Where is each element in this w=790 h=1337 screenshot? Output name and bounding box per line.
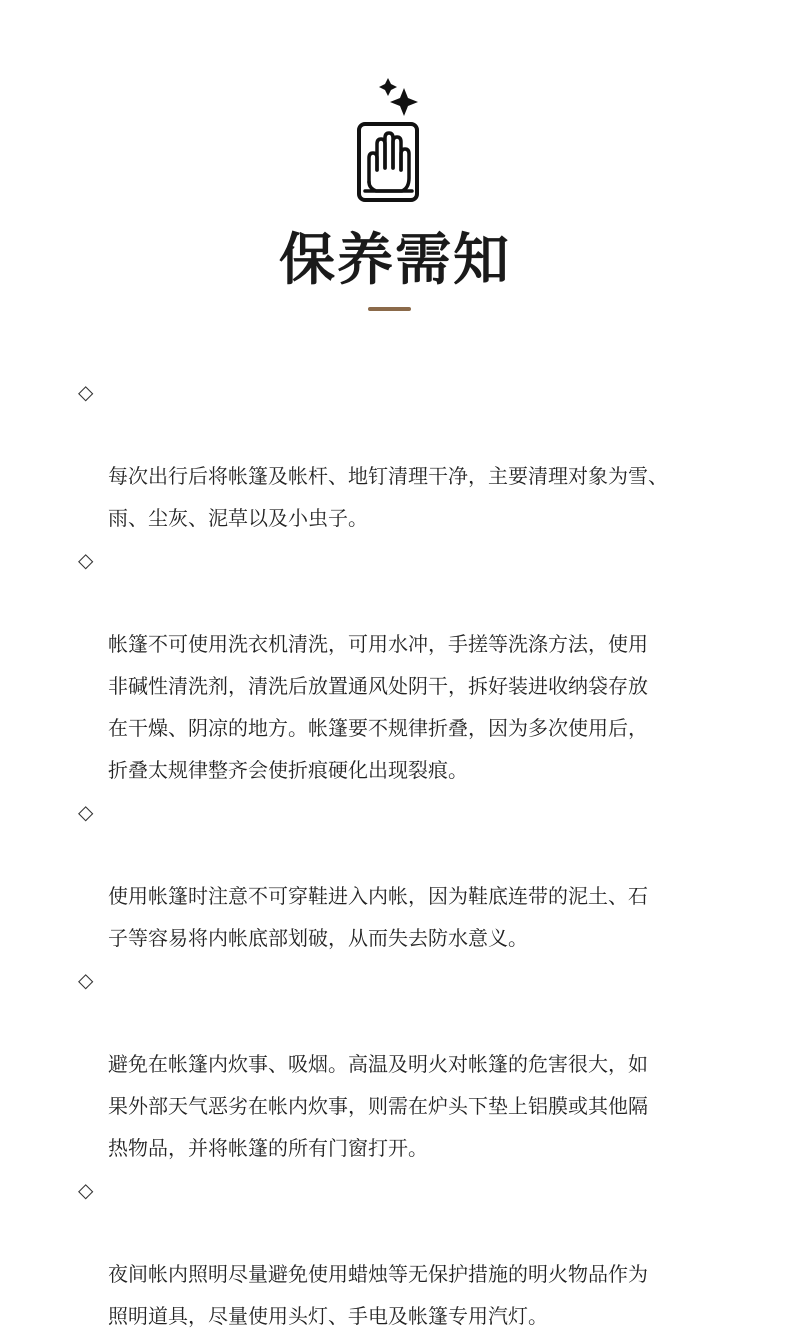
hand-icon — [365, 133, 412, 191]
note-text: 每次出行后将帐篷及帐杆、地钉清理干净，主要清理对象为雪、 雨、尘灰、泥草以及小虫子。 — [108, 464, 668, 530]
diamond-bullet-icon: ◇ — [78, 800, 94, 824]
large-sparkle-icon — [390, 88, 418, 116]
title-divider — [368, 307, 411, 311]
diamond-bullet-icon: ◇ — [78, 968, 94, 992]
list-item — [78, 539, 728, 791]
small-sparkle-icon — [379, 78, 397, 96]
list-item — [78, 959, 728, 1169]
page-title: 保养需知 — [279, 228, 511, 293]
list-item — [78, 791, 728, 959]
hand-sparkle-icon — [352, 74, 424, 206]
note-text: 避免在帐篷内炊事、吸烟。高温及明火对帐篷的危害很大，如 果外部天气恶劣在帐内炊事，则需在炉头下垫上铝膜或其他隔 热物品，并将帐篷的所有门窗打开。 — [108, 1052, 648, 1160]
diamond-bullet-icon: ◇ — [78, 548, 94, 572]
note-text: 使用帐篷时注意不可穿鞋进入内帐，因为鞋底连带的泥土、石 子等容易将内帐底部划破，从而失去防水意义。 — [108, 884, 648, 950]
care-notes-list — [78, 371, 728, 1337]
note-text: 帐篷不可使用洗衣机清洗，可用水冲，手搓等洗涤方法，使用 非碱性清洗剂，清洗后放置通风处阴干，拆好装进收纳袋存放 在干燥、阴凉的地方。帐篷要不规律折叠，因为多次使用后， 折叠太规律整齐会使折痕硬化出现裂痕。 — [108, 632, 648, 782]
list-item — [78, 371, 728, 539]
diamond-bullet-icon: ◇ — [78, 1178, 94, 1202]
hand-sparkle-icon-graphic — [352, 74, 424, 206]
diamond-bullet-icon: ◇ — [78, 380, 94, 404]
note-text: 夜间帐内照明尽量避免使用蜡烛等无保护措施的明火物品作为 照明道具，尽量使用头灯、手电及帐篷专用汽灯。 — [108, 1262, 648, 1328]
list-item — [78, 1169, 728, 1337]
